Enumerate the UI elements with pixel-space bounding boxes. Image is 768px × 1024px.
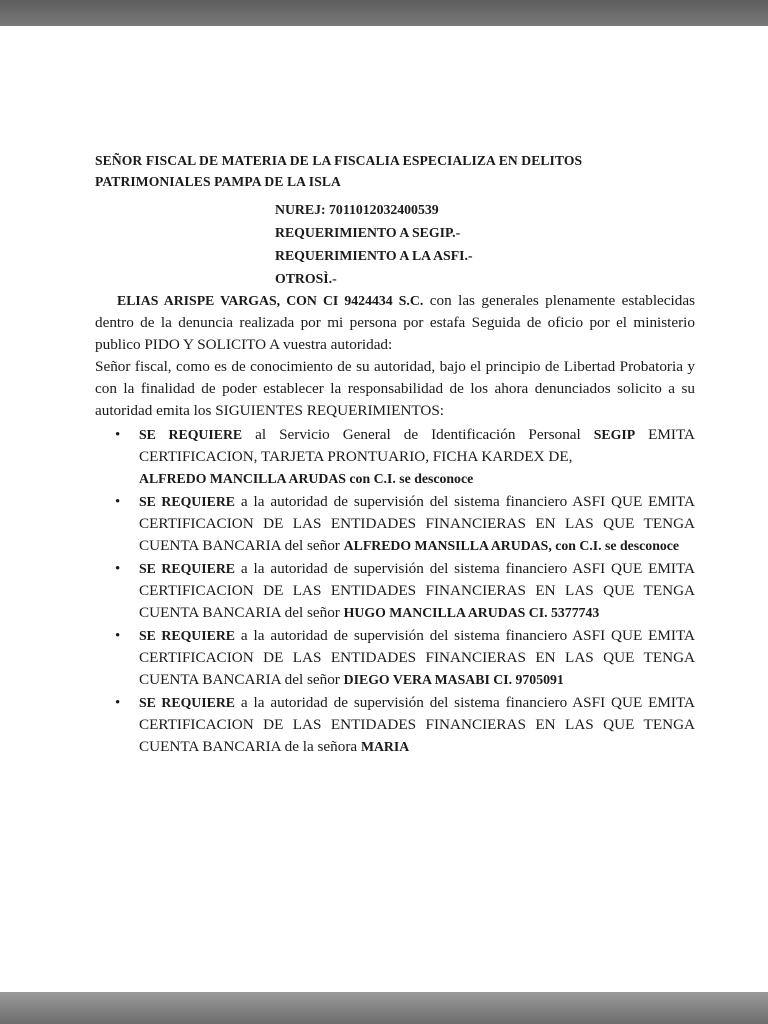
list-item bbox=[139, 692, 695, 758]
requirement-text: a la autoridad de supervisión del sistema financiero ASFI QUE EMITA CERTIFICACION DE LAS ENTIDADES FINANCIERAS EN LAS QUE TENGA CUENTA BANCARIA de la señora bbox=[139, 694, 695, 755]
requirement-subject: DIEGO VERA MASABI CI. 9705091 bbox=[343, 672, 564, 687]
requirement-text: a la autoridad de supervisión del sistema financiero ASFI QUE EMITA CERTIFICACION DE LAS ENTIDADES FINANCIERAS EN LAS QUE TENGA CUENTA BANCARIA del señor bbox=[139, 627, 695, 688]
list-item bbox=[139, 625, 695, 691]
requirement-text: a la autoridad de supervisión del sistema financiero ASFI QUE EMITA CERTIFICACION DE LAS ENTIDADES FINANCIERAS EN LAS QUE TENGA CUENTA BANCARIA del señor bbox=[139, 560, 695, 621]
requirement-lead: SE REQUIERE bbox=[139, 695, 236, 710]
document-title: SEÑOR FISCAL DE MATERIA DE LA FISCALIA ESPECIALIZA EN DELITOS PATRIMONIALES PAMPA DE LA ISLA bbox=[95, 153, 583, 189]
requirement-text: al Servicio General de Identificación Personal bbox=[242, 426, 594, 443]
list-item bbox=[139, 558, 695, 624]
ref-nurej: NUREJ: 7011012032400539 bbox=[275, 202, 439, 217]
reference-block bbox=[275, 198, 695, 290]
petitioner-name: ELIAS ARISPE VARGAS, CON CI 9424434 S.C. bbox=[117, 293, 424, 308]
requirements-list bbox=[95, 424, 695, 758]
list-item bbox=[139, 424, 695, 490]
requirement-lead: SE REQUIERE bbox=[139, 628, 236, 643]
ref-asfi: REQUERIMIENTO A LA ASFI.- bbox=[275, 248, 473, 263]
requirement-subject: HUGO MANCILLA ARUDAS CI. 5377743 bbox=[343, 605, 600, 620]
body-paragraph: Señor fiscal, como es de conocimiento de su autoridad, bajo el principio de Libertad Probatoria y con la finalidad de poder establecer la responsabilidad de los ahora denunciados solicito a su autoridad emita los SIGUIENTES REQUERIMIENTOS: bbox=[95, 358, 695, 419]
requirement-subject: MARIA bbox=[360, 739, 410, 754]
requirement-text: a la autoridad de supervisión del sistema financiero ASFI QUE EMITA CERTIFICACION DE LAS ENTIDADES FINANCIERAS EN LAS QUE TENGA CUENTA BANCARIA del señor bbox=[139, 493, 695, 554]
requirement-lead: SE REQUIERE bbox=[139, 427, 243, 442]
requirement-entity: SEGIP bbox=[593, 427, 636, 442]
intro-text: con las generales plenamente establecidas dentro de la denuncia realizada por mi persona por estafa Seguida de oficio por el ministerio publico PIDO Y SOLICITO A vuestra autoridad: bbox=[95, 292, 695, 353]
requirement-subject: ALFREDO MANSILLA ARUDAS, con C.I. se desconoce bbox=[343, 538, 680, 553]
scan-border-top bbox=[0, 0, 768, 26]
ref-otrosi: OTROSÌ.- bbox=[275, 271, 337, 286]
document-page bbox=[95, 150, 695, 759]
requirement-lead: SE REQUIERE bbox=[139, 561, 236, 576]
ref-segip: REQUERIMIENTO A SEGIP.- bbox=[275, 225, 461, 240]
requirement-lead: SE REQUIERE bbox=[139, 494, 236, 509]
scan-border-bottom bbox=[0, 992, 768, 1024]
list-item bbox=[139, 491, 695, 557]
intro-paragraph bbox=[95, 290, 695, 356]
requirement-text: EMITA CERTIFICACION, TARJETA PRONTUARIO, FICHA KARDEX DE, bbox=[139, 426, 695, 465]
requirement-subject: ALFREDO MANCILLA ARUDAS con C.I. se desconoce bbox=[139, 471, 474, 486]
